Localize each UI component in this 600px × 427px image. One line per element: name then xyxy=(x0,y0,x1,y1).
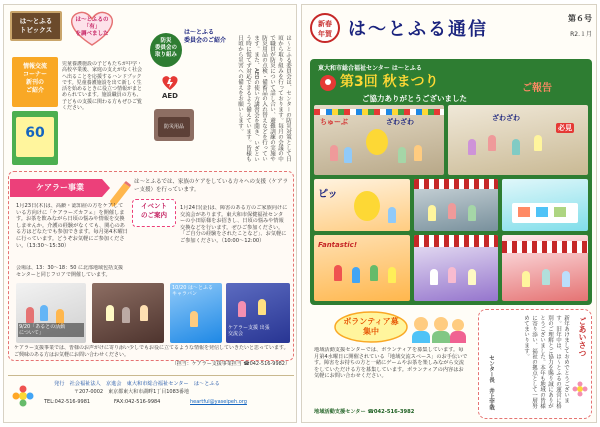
photo-label-4: ピッ xyxy=(318,189,338,200)
carer-title xyxy=(10,179,110,197)
photo1-caption: 10/20 は〜とふる キャラバン xyxy=(172,285,213,297)
carer-intro: は〜とふるでは、家族のケアをしている方々への支援（ケアラー支援）を行っています。 xyxy=(134,179,288,193)
photo-label-2: ざわざわ xyxy=(386,118,414,126)
issue-date: R2.１月 xyxy=(570,31,592,38)
carer-title-text: ケアラー事業 xyxy=(36,183,84,192)
aed-label: AED xyxy=(161,92,178,100)
new-year-badge: 新春 年賀 xyxy=(310,13,340,43)
email: heartful@yaseipeh.org xyxy=(190,399,247,405)
fax: FAX:042-516-9984 xyxy=(114,399,161,405)
volunteer-contact: 地域活動支援センター ☎042-516-3982 xyxy=(314,409,415,415)
carer-contact: （担当：ケアラー支援事業担当 ☎042-516-9982） xyxy=(171,361,290,367)
book-cover xyxy=(12,111,58,165)
festival-badge-icon xyxy=(320,75,336,91)
festival-photo-6 xyxy=(314,235,410,301)
festival-photo-1 xyxy=(314,105,444,175)
photo-label-5: Fantastic! xyxy=(318,241,358,249)
committee-badge: 防災 委員会の 取り組み xyxy=(150,33,182,67)
volunteer-illustration xyxy=(410,311,468,343)
festival-photo-5 xyxy=(502,179,588,231)
heart-title-text: は〜とふるの「有」 を調べました xyxy=(75,17,109,37)
carer-photo-2 xyxy=(92,283,164,343)
photo-label-3: 必見 xyxy=(558,124,572,132)
photo-label-1: ちゅーぶ xyxy=(320,118,348,126)
photo3-caption: ケアラー支援 出張 交流会 xyxy=(228,325,270,337)
festival-photo-8 xyxy=(502,235,588,301)
info-badge: 情報交流 コーナー 新刊の ご紹介 xyxy=(12,57,58,107)
header-title: は〜とふる通信 xyxy=(348,19,488,40)
disaster-kit-image xyxy=(154,109,194,141)
event1-extra: 会場は、13：30〜18：50 に北部地域包括支援センターと同じフロアで開催しています。 xyxy=(16,265,124,278)
carer-footer-note: ケアラー支援事業では、皆様のお声がけに寄り添い少しでもお役に立てるような情報を発信していきたいと思っています。ご興味のある方はお気軽にお問い合わせください。 xyxy=(14,345,289,358)
greeting-text: 新年あけましておめでとうございます。旧年中は、は〜とふるの運営に格別のご理解とご協力を賜り誠にありがとうございました。本年も地域の皆様に寄り添い、福祉の拠点として一層努めてまいります。 xyxy=(523,315,569,409)
greeting-flower-icon xyxy=(572,381,588,397)
event-subtitle: イベント のご案内 xyxy=(132,199,176,227)
committee-vertical-text: は〜とふる委員会は、センターの防災対策として日頃から取り組みを行っております。毎月の会議の中で職員が防災について話し合い、避難訓練の実施や防災用品の点検・備蓄品の入れ替えなどを行っています。また、AEDの使い方講習会を開き、いざという時に慌てず対応できるよう備えています。皆様も日頃から災害への備えをお願いします。 xyxy=(237,35,291,162)
issue-number: 第６号 xyxy=(568,14,592,23)
festival-photo-4 xyxy=(414,179,498,231)
address: 〒207-0002 東京都東大和市湖畔1丁目1083番地 xyxy=(74,389,189,395)
festival-photo-3 xyxy=(314,179,410,231)
volunteer-title xyxy=(334,311,408,343)
carer-photo-3 xyxy=(170,283,222,343)
volunteer-text: 地域活動支援センターでは、ボランティアを募集しています。毎月第4水曜日に開催されている「地域交流スペース」のお手伝いです。障害をお持ちの方と一緒にゲームやお茶を楽しみながら交流をしていただける方を募集しています。ボランティアの内容はお気軽にお問い合わせください。 xyxy=(314,347,468,380)
tel: TEL:042-516-9981 xyxy=(44,399,91,405)
photo-label-2b: ざわざわ xyxy=(492,114,520,122)
right-page xyxy=(301,4,597,423)
greeting-signature: センター長 井上宇哉 xyxy=(488,355,494,410)
greeting-title: ごあいさつ xyxy=(578,317,587,357)
heart-title xyxy=(66,9,118,47)
kit-label: 防災用品 xyxy=(163,124,184,130)
festival-org: 東大和市総合福祉センター は〜とふる xyxy=(318,65,422,72)
carer-photo-4 xyxy=(226,283,290,343)
photo2-caption: 9/20「あるとの活動 について」 xyxy=(18,323,84,337)
info-text: 児童養護施設の子どもたちが中学・高校卒業後、家庭の支えがなく社会へ出ることを応援するハンドブックです。児童養護施設を出て新しく生活を始めるときに役立つ情報がまとめられています。施設職員の方も、子どもの支援に関わる方もぜひご覧ください。 xyxy=(62,61,143,112)
festival-thanks: ご協力ありがとうございました xyxy=(362,94,467,103)
footer-flower-icon xyxy=(12,385,34,407)
book-number: 60 xyxy=(25,125,45,141)
left-page xyxy=(3,4,297,423)
festival-photo-2 xyxy=(448,105,588,175)
publisher: 発行 社会福祉法人 京進会 東大和市総合福祉センター は〜とふる xyxy=(54,381,220,387)
festival-title: 第3回 秋まつり xyxy=(340,74,439,90)
committee-title: は〜とふる 委員会のご紹介 xyxy=(184,29,227,44)
festival-report: ご報告 xyxy=(522,83,552,94)
aed-icon xyxy=(154,75,186,103)
carer-photo-1 xyxy=(16,283,86,343)
festival-photo-7 xyxy=(414,235,498,301)
event1-text: 1月23日(木)は、高齢・認知症の方をケアしている方向けに「ケアラーズカフェ」を開催します。お茶を飲みながら日頃の悩みや情報を交換しませんか。介護の経験がなくても、関心のある方はどなたでも参加できます。毎月第4木曜日に行っています。どうぞお気軽にご参加ください。（13:30〜15:30） xyxy=(16,203,128,249)
topics-label: は〜とふる トピックス xyxy=(10,11,62,41)
event2-text: 1月24日(金)は、障害のある方のご家族向けに交流会があります。東大和市保健福祉センターの小田原様をお招きし、日頃の悩みや情報交換などを行います。ぜひご参加ください。「ご自分の経験をされたことなど」、お気軽にご参加ください。（10:00〜12:00） xyxy=(180,205,288,244)
volunteer-title-text: ボランティア募集中 xyxy=(343,317,399,336)
